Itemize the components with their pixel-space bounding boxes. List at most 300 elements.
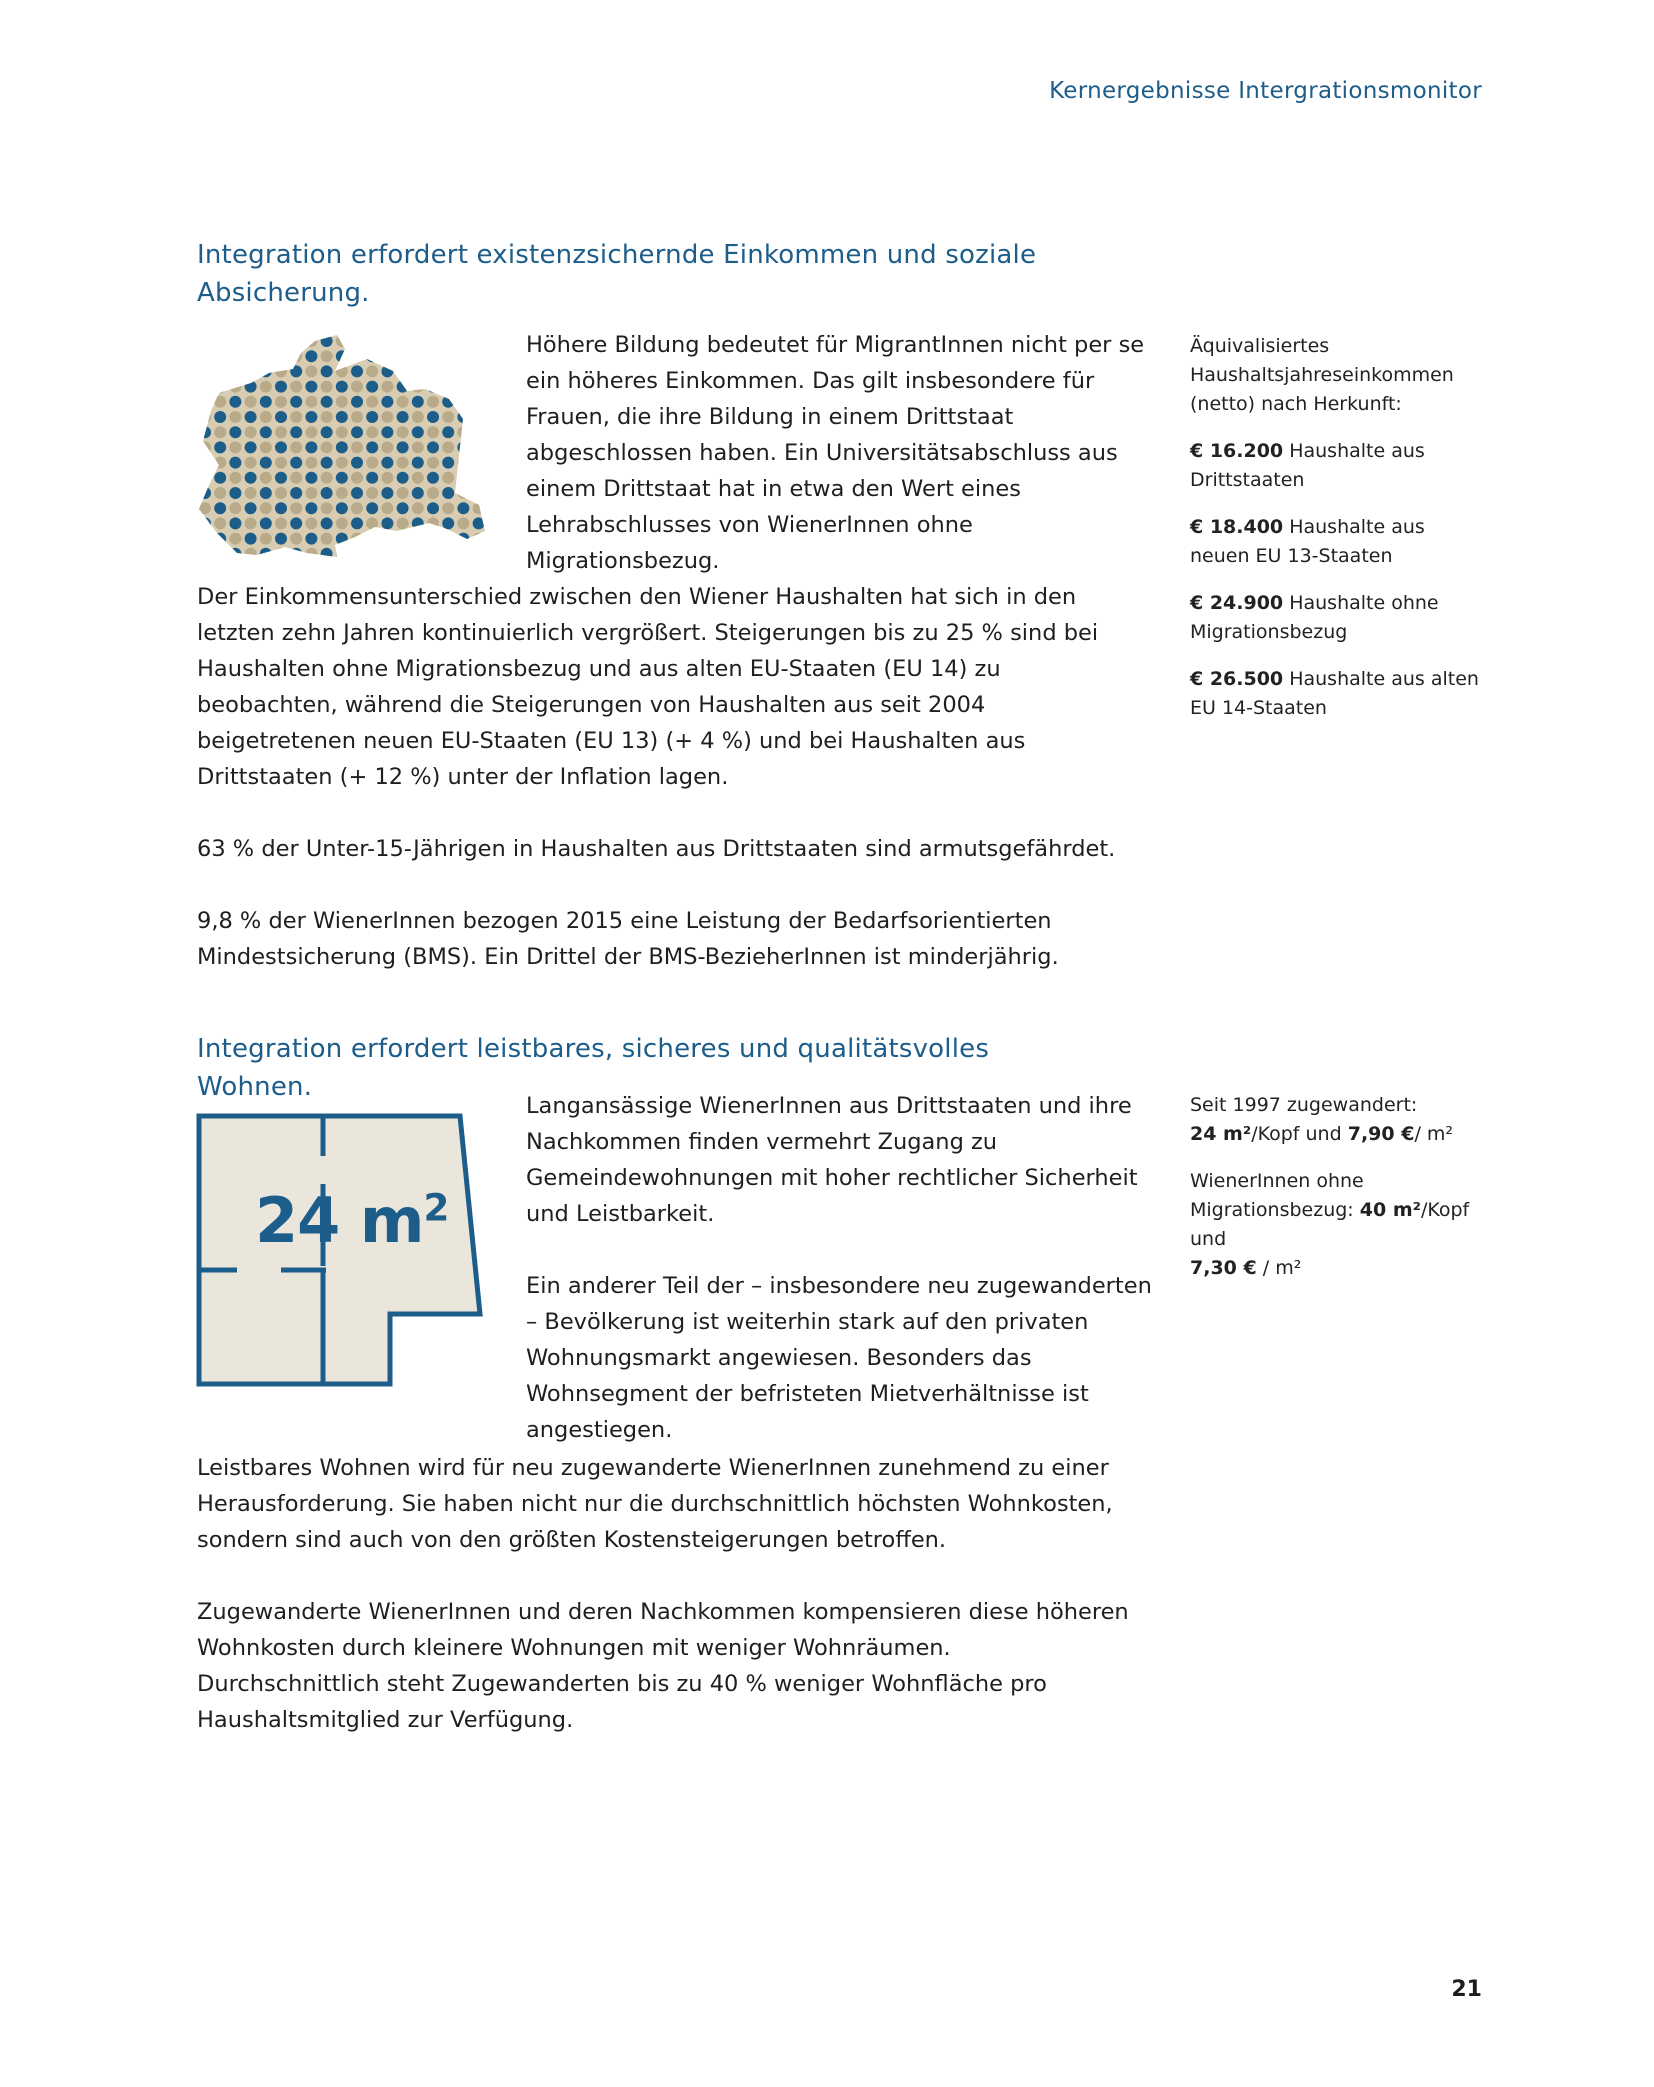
map-dot [442, 335, 454, 347]
map-dot [305, 441, 317, 453]
map-dot [321, 426, 333, 438]
map-dot [199, 350, 211, 362]
map-dot [321, 533, 333, 545]
map-dot [245, 396, 257, 408]
map-dot [336, 381, 348, 393]
map-dot [442, 396, 454, 408]
map-dot [290, 411, 302, 423]
map-dot [351, 472, 363, 484]
section2-intro [526, 1088, 1156, 1448]
section2-para2: Zugewanderte WienerInnen und deren Nachkommen kompensieren diese höheren Wohnkosten durch kleinere Wohnungen mit weniger Wohnräumen. Durchschnittlich steht Zugewanderten bis zu 40 % weniger Wohnfläche pro Haushaltsmitglied zur Verfügung. [197, 1599, 1129, 1733]
map-dot [214, 487, 226, 499]
map-dot [457, 487, 469, 499]
section1-para2: 63 % der Unter-15-Jährigen in Haushalten aus Drittstaaten sind armutsgefährdet. [197, 836, 1116, 862]
map-dot [214, 396, 226, 408]
map-dot [245, 533, 257, 545]
map-dot [336, 365, 348, 377]
map-dot [366, 517, 378, 529]
running-head: Kernergebnisse Intergrationsmonitor [1049, 78, 1482, 104]
map-dot [427, 426, 439, 438]
map-dot [290, 441, 302, 453]
sidebar2-price1: 7,90 € [1347, 1123, 1415, 1145]
sidebar-value: € 18.400 [1190, 516, 1284, 538]
map-dot [457, 533, 469, 545]
map-dot [381, 396, 393, 408]
map-dot [351, 381, 363, 393]
map-dot [260, 502, 272, 514]
map-dot [305, 365, 317, 377]
map-dot [457, 548, 469, 559]
map-dot [351, 517, 363, 529]
map-dot [229, 457, 241, 469]
map-dot [199, 487, 211, 499]
map-dot [260, 441, 272, 453]
map-dot [457, 517, 469, 529]
sidebar-item [1190, 665, 1490, 723]
map-dot [381, 411, 393, 423]
map-dot [214, 411, 226, 423]
map-dot [229, 517, 241, 529]
map-dot [427, 441, 439, 453]
section1-para3: 9,8 % der WienerInnen bezogen 2015 eine Leistung der Bedarfsorientierten Mindestsicherung (BMS). Ein Drittel der BMS-BezieherInnen ist minderjährig. [197, 908, 1059, 970]
map-dot [214, 472, 226, 484]
map-dot [305, 472, 317, 484]
map-dot [305, 335, 317, 347]
map-dot [336, 517, 348, 529]
map-dot [229, 350, 241, 362]
map-dot [275, 381, 287, 393]
map-dot [290, 335, 302, 347]
sidebar-item [1190, 513, 1490, 571]
map-dot [442, 472, 454, 484]
section2-body [197, 1450, 1137, 1738]
map-dot [427, 350, 439, 362]
sidebar2-area1: 24 m² [1190, 1123, 1252, 1145]
map-dot [366, 381, 378, 393]
map-dot [366, 335, 378, 347]
map-dot [473, 548, 485, 559]
map-dot [473, 502, 485, 514]
map-dot [275, 441, 287, 453]
map-dot [275, 517, 287, 529]
map-dot [305, 411, 317, 423]
map-dot [290, 472, 302, 484]
map-dot [397, 457, 409, 469]
section2-heading: Integration erfordert leistbares, sicheres und qualitätsvolles Wohnen. [197, 1034, 990, 1102]
map-dot [245, 517, 257, 529]
map-dot [321, 350, 333, 362]
map-dot [321, 335, 333, 347]
map-dot [199, 411, 211, 423]
map-dot [412, 396, 424, 408]
map-dot [442, 441, 454, 453]
map-dot [229, 426, 241, 438]
map-dot [366, 426, 378, 438]
map-dot [473, 365, 485, 377]
floorplan-label [255, 1186, 448, 1256]
map-dot [199, 517, 211, 529]
map-dot [412, 381, 424, 393]
map-dot [199, 365, 211, 377]
sidebar2-perkopf1: /Kopf und [1251, 1123, 1342, 1145]
map-dot [351, 426, 363, 438]
sidebar-value: € 26.500 [1190, 668, 1284, 690]
map-dot [412, 472, 424, 484]
map-dot [260, 472, 272, 484]
map-dot [457, 426, 469, 438]
map-dot [336, 350, 348, 362]
map-dot [260, 396, 272, 408]
map-dot [366, 502, 378, 514]
map-dot [305, 517, 317, 529]
map-dot [473, 396, 485, 408]
map-dot [427, 533, 439, 545]
map-dot [305, 487, 317, 499]
map-dot [381, 502, 393, 514]
map-dot [275, 548, 287, 559]
page-number: 21 [1451, 1977, 1482, 2002]
map-dot [199, 426, 211, 438]
map-dot [229, 533, 241, 545]
map-dot [336, 411, 348, 423]
map-dot [321, 396, 333, 408]
map-dot [427, 335, 439, 347]
map-dot [260, 411, 272, 423]
map-dot [275, 365, 287, 377]
map-dot [442, 350, 454, 362]
sidebar-label: Haushalte aus Drittstaaten [1190, 440, 1425, 491]
floorplan-sup: 2 [423, 1185, 449, 1230]
map-dot [473, 533, 485, 545]
map-dot [290, 426, 302, 438]
map-dot [275, 426, 287, 438]
map-dot [442, 365, 454, 377]
map-dot [473, 381, 485, 393]
section2-sidebar [1190, 1091, 1490, 1301]
map-dot [412, 350, 424, 362]
sidebar-label: Haushalte aus alten EU 14-Staaten [1190, 668, 1479, 719]
map-dot [381, 365, 393, 377]
map-dot [229, 487, 241, 499]
map-dot [351, 548, 363, 559]
map-dot [321, 517, 333, 529]
sidebar2-block1 [1190, 1091, 1490, 1149]
map-dot [412, 502, 424, 514]
map-dot [397, 487, 409, 499]
sidebar2-unit1: / m² [1414, 1123, 1454, 1145]
map-dot [229, 441, 241, 453]
map-dot [290, 517, 302, 529]
map-dot [336, 335, 348, 347]
sidebar2-perkopf2: /Kopf und [1190, 1199, 1470, 1250]
map-dot [397, 502, 409, 514]
map-dot [442, 411, 454, 423]
map-dot [275, 487, 287, 499]
map-dot [397, 365, 409, 377]
map-dot [381, 381, 393, 393]
map-dot [199, 533, 211, 545]
map-dot [457, 411, 469, 423]
map-dot [397, 350, 409, 362]
map-dot [427, 411, 439, 423]
map-dot [336, 441, 348, 453]
section2-intro1: Langansässige WienerInnen aus Drittstaaten und ihre Nachkommen finden vermehrt Zugang zu Gemeindewohnungen mit hoher rechtlicher Sicherheit und Leistbarkeit. [526, 1093, 1138, 1227]
floorplan-graphic [195, 1112, 485, 1390]
map-dot [336, 487, 348, 499]
map-dot [457, 457, 469, 469]
map-dot [229, 381, 241, 393]
map-dot [305, 533, 317, 545]
map-dot [442, 426, 454, 438]
map-dot [351, 533, 363, 545]
map-dot [290, 365, 302, 377]
map-dot [381, 517, 393, 529]
map-dot [427, 548, 439, 559]
map-dot [457, 350, 469, 362]
section2-para1: Leistbares Wohnen wird für neu zugewanderte WienerInnen zunehmend zu einer Herausforderung. Sie haben nicht nur die durchschnittlich höchsten Wohnkosten, sondern sind auch von den größten Kostensteigerungen betroffen. [197, 1455, 1113, 1553]
map-dot [305, 350, 317, 362]
map-dot [381, 533, 393, 545]
map-dot [397, 396, 409, 408]
map-dot [381, 441, 393, 453]
sidebar2-area2: 40 m² [1359, 1199, 1421, 1221]
map-dot [366, 396, 378, 408]
map-dot [290, 350, 302, 362]
map-dot [427, 396, 439, 408]
sidebar-value: € 16.200 [1190, 440, 1284, 462]
map-dot [336, 472, 348, 484]
map-dot [397, 533, 409, 545]
map-dot [351, 335, 363, 347]
map-dot [473, 426, 485, 438]
map-dot [412, 487, 424, 499]
map-dot [336, 426, 348, 438]
map-dot [229, 396, 241, 408]
map-dot [214, 548, 226, 559]
map-dot [473, 517, 485, 529]
map-dot [214, 381, 226, 393]
map-dot [275, 502, 287, 514]
map-dot [245, 426, 257, 438]
section1-intro [526, 327, 1146, 579]
map-dot [351, 487, 363, 499]
map-dot [229, 472, 241, 484]
map-dot [351, 365, 363, 377]
map-dot [245, 411, 257, 423]
map-dot [305, 426, 317, 438]
sidebar2-unit2: / m² [1262, 1257, 1302, 1279]
map-dot [473, 335, 485, 347]
map-dot [366, 350, 378, 362]
map-dot [229, 502, 241, 514]
map-dot [199, 381, 211, 393]
map-dot [351, 396, 363, 408]
map-dot [381, 472, 393, 484]
map-dot [199, 472, 211, 484]
map-dot [397, 472, 409, 484]
map-dot [442, 502, 454, 514]
map-dot [321, 472, 333, 484]
map-dot [290, 457, 302, 469]
map-dot [336, 548, 348, 559]
map-dot [381, 457, 393, 469]
sidebar-label: Haushalte aus neuen EU 13-Staaten [1190, 516, 1425, 567]
map-dot [229, 411, 241, 423]
map-dot [229, 365, 241, 377]
map-dot [290, 381, 302, 393]
map-dot [427, 365, 439, 377]
map-dot [260, 533, 272, 545]
map-dot [245, 502, 257, 514]
map-dot [457, 365, 469, 377]
section2-intro2: Ein anderer Teil der – insbesondere neu zugewanderten – Bevölkerung ist weiterhin stark auf den privaten Wohnungsmarkt angewiesen. Besonders das Wohnsegment der befristeten Mietverhältnisse ist angestiegen. [526, 1273, 1152, 1443]
map-dot [321, 502, 333, 514]
map-dot [397, 335, 409, 347]
map-dot [199, 335, 211, 347]
map-dot [305, 502, 317, 514]
map-dot [366, 472, 378, 484]
map-dot [305, 396, 317, 408]
map-dot [442, 487, 454, 499]
map-dot [321, 487, 333, 499]
map-dot [229, 335, 241, 347]
map-dot [245, 335, 257, 347]
map-dot [473, 411, 485, 423]
map-dot [412, 335, 424, 347]
map-dot [427, 472, 439, 484]
sidebar-item [1190, 437, 1490, 495]
map-dot [412, 548, 424, 559]
map-dot [412, 457, 424, 469]
map-dot [260, 426, 272, 438]
map-dot [397, 441, 409, 453]
map-dot [473, 350, 485, 362]
map-dot [260, 365, 272, 377]
map-dot [397, 381, 409, 393]
map-dot [351, 350, 363, 362]
map-dot [245, 457, 257, 469]
map-dot [381, 426, 393, 438]
map-dot [457, 441, 469, 453]
map-dot [412, 426, 424, 438]
map-dot [199, 396, 211, 408]
map-dot [275, 472, 287, 484]
map-dot [321, 457, 333, 469]
map-dot [473, 472, 485, 484]
map-dot [381, 487, 393, 499]
map-dot [381, 335, 393, 347]
map-dot [473, 487, 485, 499]
map-dot [412, 517, 424, 529]
map-dot [245, 381, 257, 393]
map-dot [336, 502, 348, 514]
map-dot [275, 411, 287, 423]
map-dot [275, 396, 287, 408]
map-dot [427, 502, 439, 514]
map-dot [457, 381, 469, 393]
map-dot [290, 396, 302, 408]
map-dot [457, 335, 469, 347]
sidebar2-line1: Seit 1997 zugewandert: [1190, 1094, 1418, 1116]
map-dot [336, 457, 348, 469]
map-dot [366, 487, 378, 499]
map-dot [366, 548, 378, 559]
section1-body [197, 579, 1147, 975]
map-dot [245, 472, 257, 484]
map-dot [412, 411, 424, 423]
map-dot [442, 381, 454, 393]
map-dot [381, 548, 393, 559]
map-dot [199, 441, 211, 453]
map-dot [214, 517, 226, 529]
map-dot [457, 502, 469, 514]
map-dot [457, 396, 469, 408]
sidebar-label: Haushalte ohne Migrationsbezug [1190, 592, 1439, 643]
map-dot [290, 487, 302, 499]
sidebar-item [1190, 589, 1490, 647]
map-dot [199, 548, 211, 559]
map-dot [427, 517, 439, 529]
map-dot [397, 517, 409, 529]
sidebar-value: € 24.900 [1190, 592, 1284, 614]
map-dot [214, 426, 226, 438]
map-dot [245, 487, 257, 499]
map-dot [366, 533, 378, 545]
map-dot [290, 502, 302, 514]
map-dot [245, 441, 257, 453]
map-dot [397, 426, 409, 438]
map-dot [412, 533, 424, 545]
map-dot [427, 487, 439, 499]
map-dot [214, 365, 226, 377]
sidebar2-block2 [1190, 1167, 1490, 1283]
map-dot [473, 457, 485, 469]
section1-para1: Der Einkommensunterschied zwischen den Wiener Haushalten hat sich in den letzten zehn Jahren kontinuierlich vergrößert. Steigerungen bis zu 25 % sind bei Haushalten ohne Migrationsbezug und aus alten EU-Staaten (EU 14) zu beobachten, während die Steigerungen von Haushalten aus seit 2004 beigetretenen neuen EU-Staaten (EU 13) (+ 4 %) und bei Haushalten aus Drittstaaten (+ 12 %) unter der Inflation lagen. [197, 584, 1099, 790]
section1-sidebar [1190, 332, 1490, 741]
section1-intro-text: Höhere Bildung bedeutet für MigrantInnen nicht per se ein höheres Einkommen. Das gilt insbesondere für Frauen, die ihre Bildung in einem Drittstaat abgeschlossen haben. Ein Universitätsabschluss aus einem Drittstaat hat in etwa den Wert eines Lehrabschlusses von WienerInnen ohne Migrationsbezug. [526, 332, 1145, 574]
map-dot [275, 335, 287, 347]
map-dot [245, 350, 257, 362]
map-dot [351, 457, 363, 469]
map-dot [245, 365, 257, 377]
map-dot [305, 381, 317, 393]
map-dot [260, 457, 272, 469]
map-dot [442, 517, 454, 529]
map-dot [351, 502, 363, 514]
map-dot [199, 502, 211, 514]
map-dot [427, 381, 439, 393]
map-dot [260, 487, 272, 499]
map-dot [412, 365, 424, 377]
map-dot [321, 411, 333, 423]
map-dot [336, 396, 348, 408]
map-dot [397, 548, 409, 559]
map-dot [351, 441, 363, 453]
map-dot [260, 381, 272, 393]
map-dot [321, 441, 333, 453]
map-dot [275, 533, 287, 545]
map-dot [366, 411, 378, 423]
map-dot [381, 350, 393, 362]
map-dot [366, 457, 378, 469]
map-dot [260, 350, 272, 362]
map-dot [214, 502, 226, 514]
map-dot [199, 457, 211, 469]
map-dot [214, 533, 226, 545]
map-dot [412, 441, 424, 453]
map-dot [457, 472, 469, 484]
map-dot [442, 533, 454, 545]
